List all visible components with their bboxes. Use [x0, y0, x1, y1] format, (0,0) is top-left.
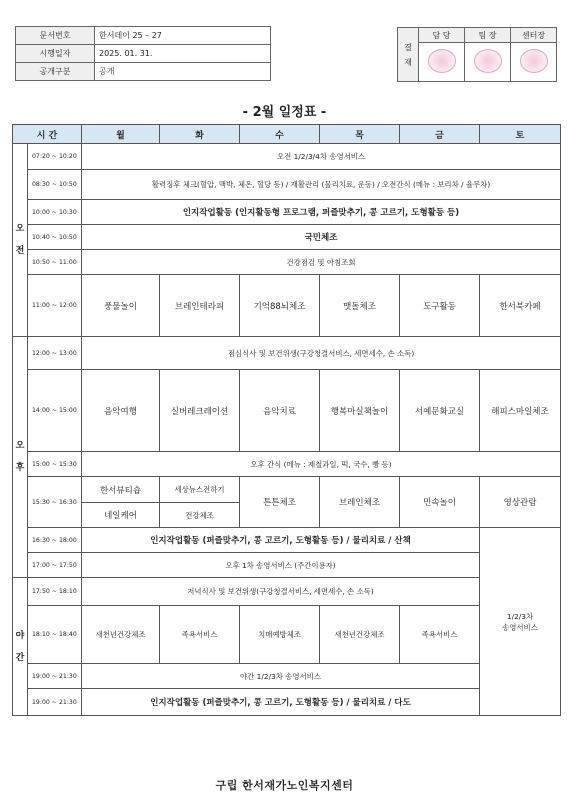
section-am-char-2: 전	[15, 246, 25, 256]
header-mon: 월	[82, 125, 160, 144]
activity-cell: 건강점검 및 아침조회	[82, 250, 561, 275]
date-value: 2025. 01. 31.	[95, 45, 271, 63]
approval-side-2: 재	[404, 57, 412, 67]
program-cell: 행복마실책놀이	[320, 370, 400, 452]
section-night	[13, 578, 28, 716]
program-cell: 브레인체조	[320, 477, 400, 528]
section-night-char-2: 간	[15, 652, 25, 663]
header-thu: 목	[320, 125, 400, 144]
program-cell: 새천년건강체조	[320, 606, 400, 664]
section-am-char-1: 오	[15, 224, 25, 234]
approval-header-director: 센터장	[511, 28, 557, 43]
program-cell: 실버레크레이션	[160, 370, 240, 452]
program-cell: 영상관람	[480, 477, 561, 528]
schedule-header-row	[13, 125, 561, 144]
date-label: 시행일자	[16, 45, 95, 63]
program-cell: 한서뷰티숍	[82, 477, 160, 503]
activity-cell: 오전 1/2/3/4차 송영서비스	[82, 144, 561, 170]
approval-side-1: 결	[404, 42, 412, 52]
time-cell: 07:20 ~ 10:20	[28, 144, 82, 170]
document-info-table	[15, 26, 271, 81]
time-cell: 16:30 ~ 18:00	[28, 528, 82, 553]
program-cell: 새천년건강체조	[82, 606, 160, 664]
activity-cell: 오후 간식 (메뉴 : 제철과일, 떡, 국수, 빵 등)	[82, 452, 561, 477]
sat-shuttle-cell: 1/2/3차 송영서비스	[480, 528, 561, 716]
time-cell: 11:00 ~ 12:00	[28, 275, 82, 337]
public-value: 공개	[95, 63, 271, 81]
activity-cell: 점심식사 및 보건위생(구강청결서비스, 세면세수, 손 소독)	[82, 337, 561, 370]
program-cell: 한서북카페	[480, 275, 561, 337]
program-cell: 맷돌체조	[320, 275, 400, 337]
table-row	[13, 370, 561, 452]
program-cell: 족욕서비스	[160, 606, 240, 664]
program-cell: 튼튼체조	[240, 477, 320, 528]
seal-stamp-icon	[428, 49, 456, 73]
table-row	[13, 144, 561, 170]
section-night-char-1: 야	[15, 630, 25, 641]
program-cell: 세상뉴스전하기	[160, 477, 240, 503]
table-row	[13, 606, 561, 664]
approval-stamp-cell-2	[465, 43, 511, 82]
program-cell: 음악치료	[240, 370, 320, 452]
time-cell: 10:40 ~ 10:50	[28, 225, 82, 250]
table-row	[13, 553, 561, 578]
header-fri: 금	[400, 125, 480, 144]
activity-cell: 저녁식사 및 보건위생(구강청결서비스, 세면세수, 손 소독)	[82, 578, 480, 606]
approval-header-team-lead: 팀 장	[465, 28, 511, 43]
time-cell: 15:00 ~ 15:30	[28, 452, 82, 477]
time-cell: 10:50 ~ 11:00	[28, 250, 82, 275]
activity-cell: 국민체조	[82, 225, 561, 250]
section-am	[13, 144, 28, 337]
program-cell: 민속놀이	[400, 477, 480, 528]
program-cell: 네일케어	[82, 503, 160, 528]
table-row	[13, 170, 561, 200]
time-cell: 14:00 ~ 15:00	[28, 370, 82, 452]
time-cell: 17:00 ~ 17:50	[28, 553, 82, 578]
section-pm	[13, 337, 28, 578]
program-cell: 음악여행	[82, 370, 160, 452]
time-cell: 19:00 ~ 21:30	[28, 689, 82, 716]
time-cell: 18:10 ~ 18:40	[28, 606, 82, 664]
doc-no-value: 한서데이 25 – 27	[95, 27, 271, 45]
table-row	[13, 200, 561, 225]
program-cell: 해피스마일체조	[480, 370, 561, 452]
activity-cell: 야간 1/2/3차 송영서비스	[82, 664, 480, 689]
section-pm-char-2: 후	[15, 463, 25, 473]
table-row	[13, 452, 561, 477]
table-row	[13, 477, 561, 503]
seal-stamp-icon	[520, 49, 548, 73]
program-cell: 풍물놀이	[82, 275, 160, 337]
table-row	[13, 578, 561, 606]
program-cell: 치매예방체조	[240, 606, 320, 664]
header-time: 시 간	[13, 125, 82, 144]
time-cell: 12:00 ~ 13:00	[28, 337, 82, 370]
program-cell: 도구활동	[400, 275, 480, 337]
time-cell: 10:00 ~ 10:30	[28, 200, 82, 225]
table-row	[13, 689, 561, 716]
approval-stamp-cell-3	[511, 43, 557, 82]
approval-header-staff: 담 당	[419, 28, 465, 43]
activity-cell: 인지작업활동 (퍼즐맞추기, 콩 고르기, 도형활동 등) / 물리치료 / 다도	[82, 689, 480, 716]
time-cell: 19:00 ~ 21:30	[28, 664, 82, 689]
approval-stamp-cell-1	[419, 43, 465, 82]
program-cell: 브레인테라피	[160, 275, 240, 337]
header-wed: 수	[240, 125, 320, 144]
page-title: - 2월 일정표 -	[242, 105, 327, 120]
program-cell: 건강체조	[160, 503, 240, 528]
activity-cell: 인지작업활동 (퍼즐맞추기, 콩 고르기, 도형활동 등) / 물리치료 / 산책	[82, 528, 480, 553]
table-row	[13, 337, 561, 370]
program-cell: 족욕서비스	[400, 606, 480, 664]
activity-cell: 오후 1차 송영서비스 (주간이용자)	[82, 553, 480, 578]
time-cell: 15:30 ~ 16:30	[28, 477, 82, 528]
organization-name: 구립 한서재가노인복지센터	[215, 779, 354, 792]
header-sat: 토	[480, 125, 561, 144]
table-row	[13, 225, 561, 250]
header-tue: 화	[160, 125, 240, 144]
time-cell: 17:50 ~ 18:10	[28, 578, 82, 606]
time-cell: 08:30 ~ 10:50	[28, 170, 82, 200]
approval-table	[397, 27, 557, 82]
seal-stamp-icon	[474, 49, 502, 73]
table-row	[13, 250, 561, 275]
table-row	[13, 275, 561, 337]
activity-cell: 인지작업활동 (인지활동형 프로그램, 퍼즐맞추기, 콩 고르기, 도형활동 등)	[82, 200, 561, 225]
program-cell: 서예문화교실	[400, 370, 480, 452]
doc-no-label: 문서번호	[16, 27, 95, 45]
public-label: 공개구분	[16, 63, 95, 81]
section-pm-char-1: 오	[15, 441, 25, 451]
table-row	[13, 528, 561, 553]
activity-cell: 활력징후 체크(혈압, 맥박, 체온, 혈당 등) / 재활관리 (물리치료, 운동) / 오전간식 (메뉴 : 보리차 / 율무차)	[82, 170, 561, 200]
program-cell: 기억88뇌체조	[240, 275, 320, 337]
schedule-table	[12, 124, 561, 716]
approval-side-label	[398, 28, 419, 82]
table-row	[13, 664, 561, 689]
